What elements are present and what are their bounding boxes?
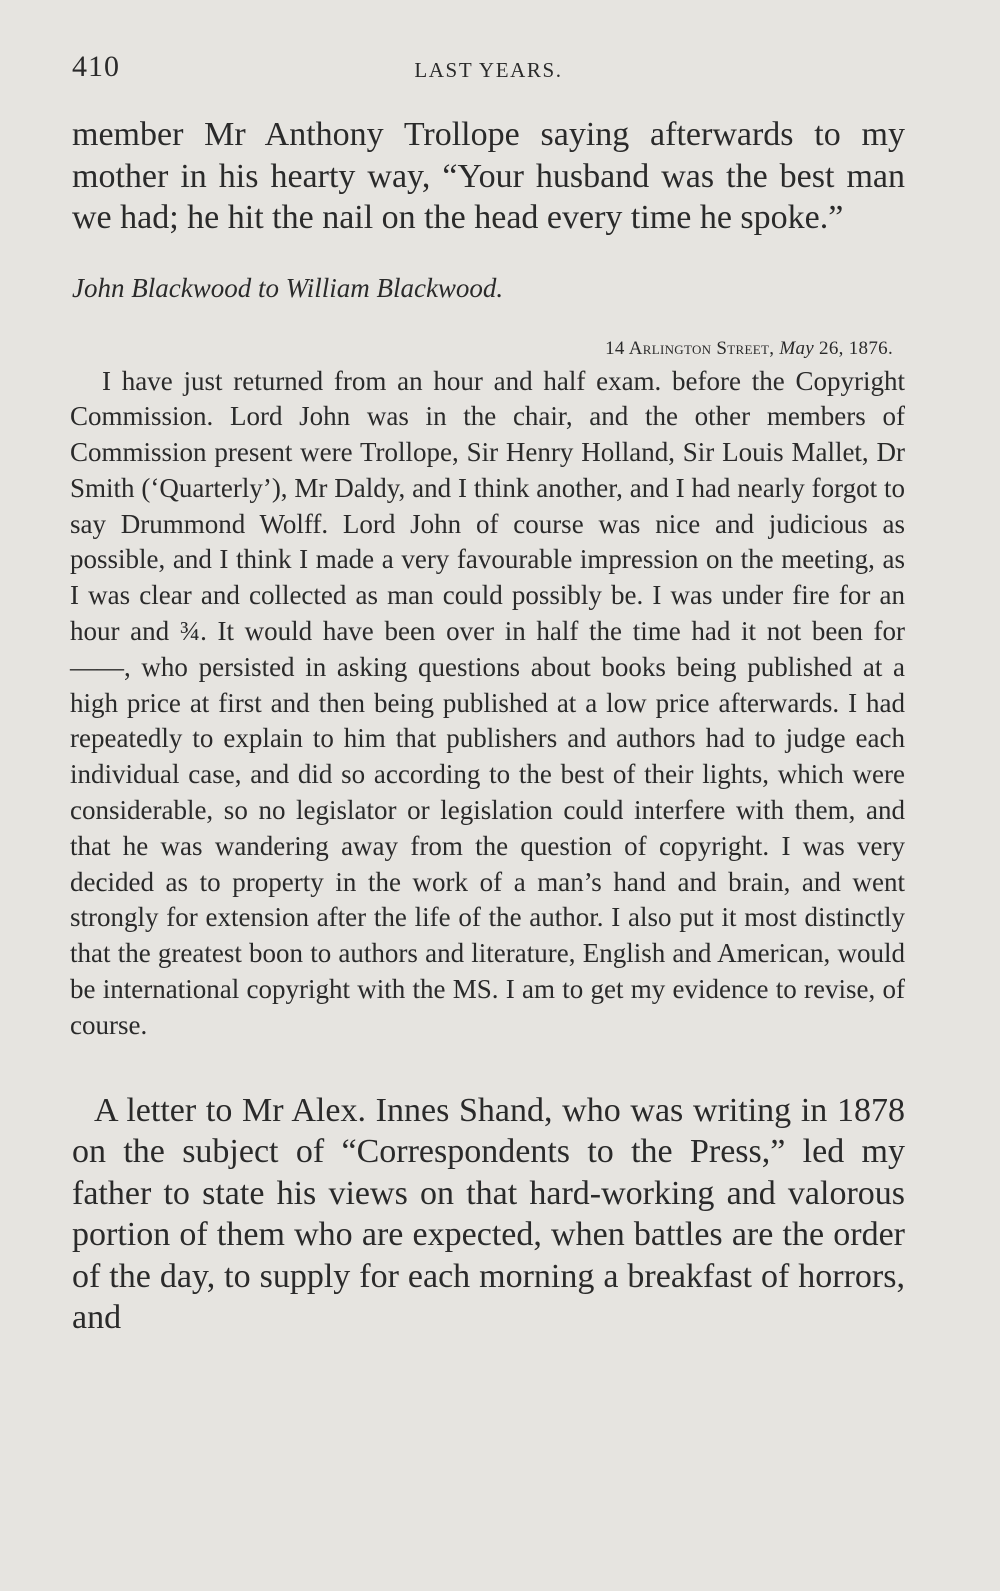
letter-body: I have just returned from an hour and half exam. before the Copyright Commission. Lord John was in the chair, and the other members of Commission present were Trollope, Sir Henry Holland, Sir Louis Mallet, Dr Smith (‘Quarterly’), Mr Daldy, and I think another, and I had nearly forgot to say Drummond Wolff. Lord John of course was nice and judicious as possible, and I think I made a very favourable impression on the meeting, as I was clear and collected as man could possibly be. I was under fire for an hour and ¾. It would have been over in half the time had it not been for ——, who persisted in asking questions about books being published at a high price at first and then being published at a low price afterwards. I had repeatedly to explain to him that publishers and authors had to judge each individual case, and did so according to the best of their lights, which were considerable, so no legislator or legislation could interfere with them, and that he was wandering away from the question of copyright. I was very decided as to property in the work of a man’s hand and brain, and went strongly for extension after the life of the author. I also put it most distinctly that the greatest boon to authors and literature, English and American, would be international copyright with the MS. I am to get my evidence to revise, of course. — [70, 365, 905, 1040]
letter-heading: John Blackwood to William Blackwood. — [72, 272, 504, 303]
page-number: 410 — [72, 50, 120, 83]
letter-dateline — [70, 338, 893, 360]
running-title: LAST YEARS. — [414, 58, 563, 82]
opening-paragraph: member Mr Anthony Trollope saying afterwards to my mother in his hearty way, “Your husband was the best man we had; he hit the nail on the head every time he spoke.” — [72, 116, 905, 236]
dateline-month: May — [779, 337, 814, 359]
section-gap — [70, 1044, 905, 1074]
dateline-date: 26, 1876. — [819, 337, 893, 359]
dateline-street: 14 Arlington Street, — [605, 337, 775, 359]
closing-paragraph: A letter to Mr Alex. Innes Shand, who was writing in 1878 on the subject of “Correspondents to the Press,” led my father to state his views on that hard-working and valorous portion of them who are expected, when battles are the order of the day, to supply for each morning a breakfast of horrors, and — [72, 1091, 905, 1337]
running-head — [72, 50, 905, 98]
